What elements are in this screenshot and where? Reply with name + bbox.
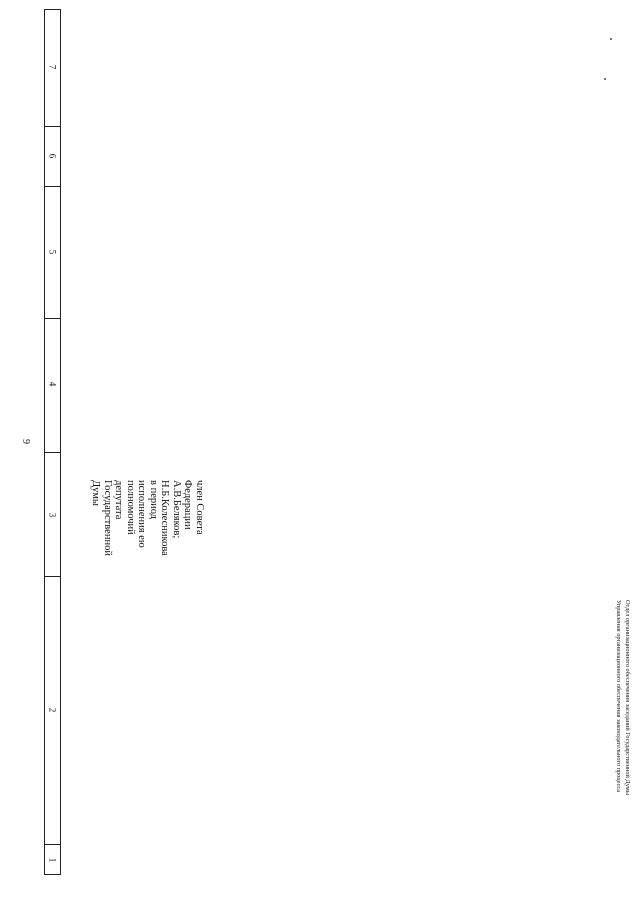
column-number-2: 2 — [47, 707, 58, 713]
page-number: 9 — [20, 439, 31, 444]
cell-text-line: Федерации — [182, 480, 194, 530]
column-divider — [44, 576, 61, 577]
cell-text-line: член Совета — [194, 480, 205, 535]
document-table — [44, 9, 61, 875]
column-divider — [44, 452, 61, 453]
cell-text-line: исполнения ею — [136, 480, 148, 548]
scan-speck — [604, 78, 606, 80]
cell-text-line: Думы — [90, 480, 102, 506]
column-number-1: 1 — [47, 857, 58, 863]
cell-text-line: полномочий — [125, 480, 136, 535]
column-number-4: 4 — [47, 381, 58, 387]
cell-text-line: в период — [148, 480, 159, 520]
column-divider — [44, 318, 61, 319]
column-divider — [44, 126, 61, 127]
cell-text-line: депутата — [113, 480, 125, 520]
column-number-7: 7 — [47, 64, 58, 70]
column-number-5: 5 — [47, 249, 58, 255]
column-divider — [44, 844, 61, 845]
column-number-6: 6 — [47, 153, 58, 159]
page-footer — [600, 600, 632, 870]
cell-text-line: Н.Б.Колесникова — [159, 480, 171, 556]
cell-text-line: Государственной — [102, 480, 113, 556]
scan-speck — [610, 38, 612, 40]
cell-text-line: А.В.Беляков; — [171, 480, 182, 539]
footer-line-2: Управления организационного обеспечения законодательного процесса — [615, 600, 622, 793]
table-cell-col3 — [65, 480, 205, 590]
column-number-3: 3 — [47, 512, 58, 518]
footer-line-1: Отдел организационного обеспечения заседаний Государственной Думы — [624, 600, 631, 795]
column-divider — [44, 186, 61, 187]
